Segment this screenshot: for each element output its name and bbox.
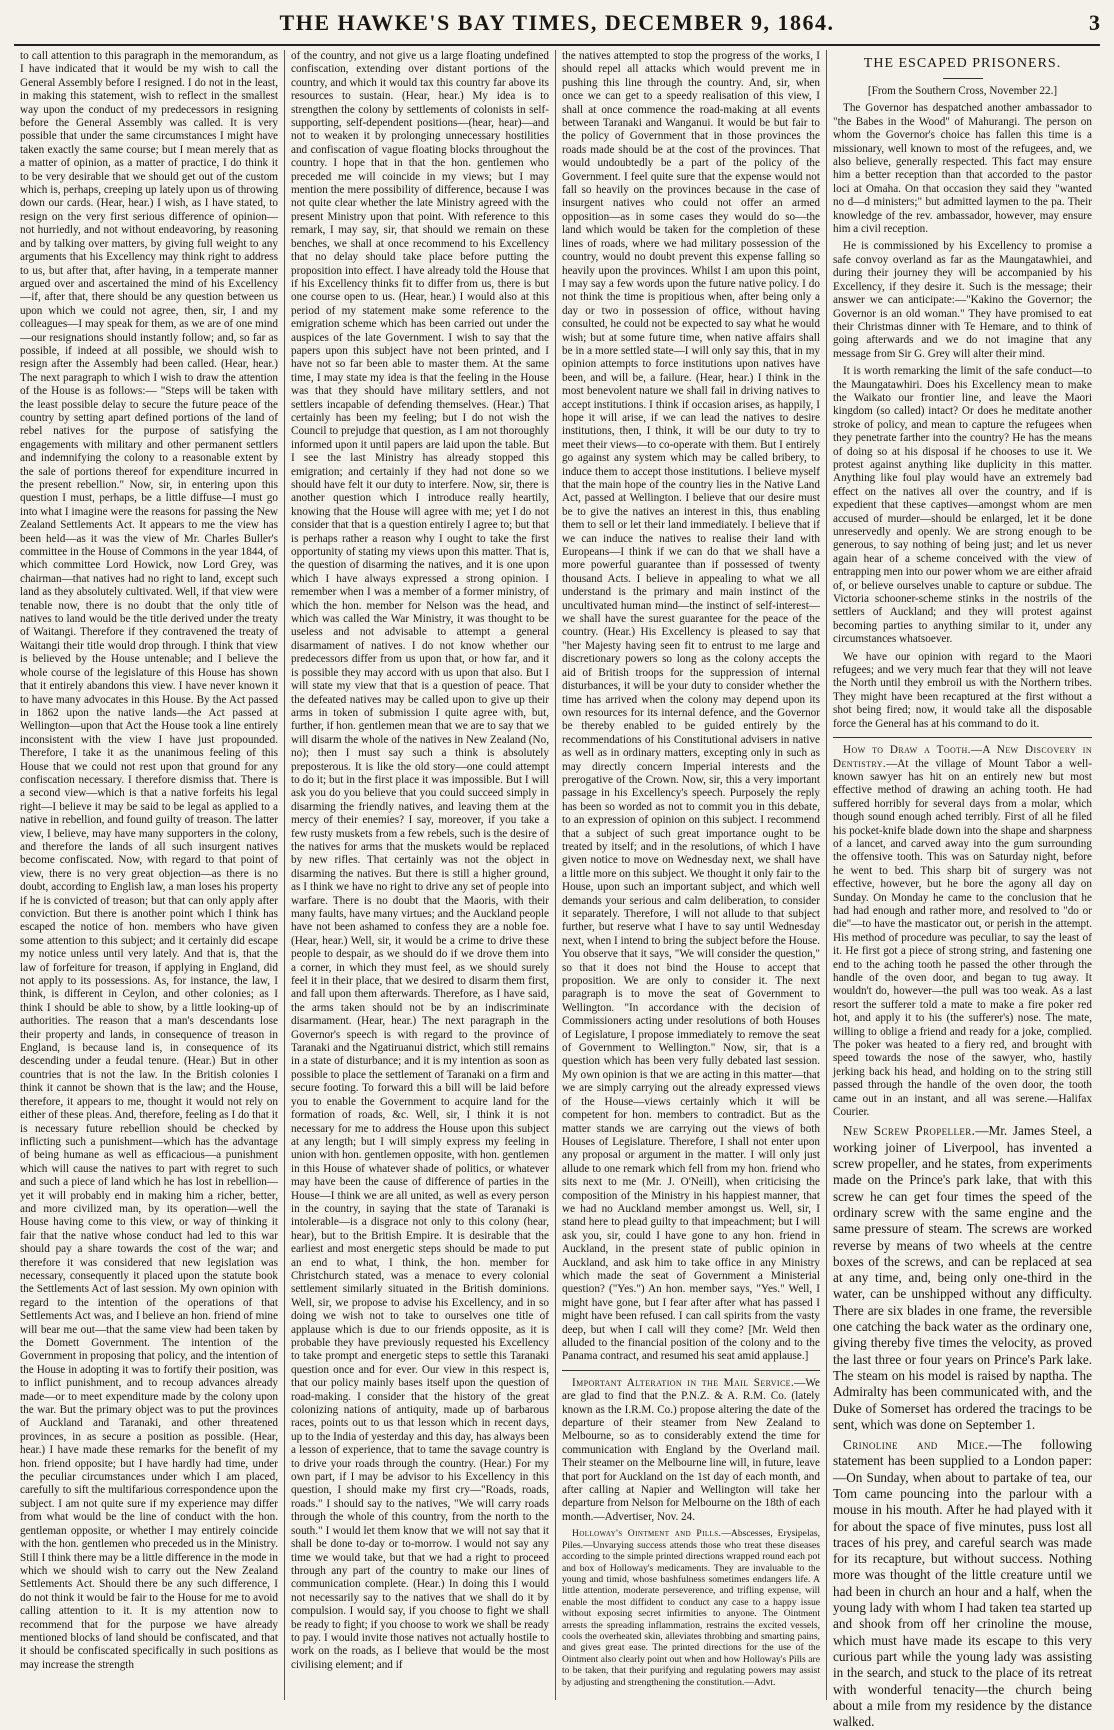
- speech-paragraph: of the country, and not give us a large floating undefined confiscation, extending over distant portions of the country, and which it would tax this country far above its resources to sustain. (Hear, hear.) My idea is to strengthen the colony by settlements of colonists in self-supporting, self-dependent positions—(hear, hear)—and not to weaken it by prolonging unnecessary hostilities and confiscation of vague floating blocks throughout the country. I hope that in that the hon. gentlemen who preceded me will coincide in my views; but I may mention the mere possibility of difference, because I was not quite clear whether the late Ministry agreed with the present Ministry upon that point. With reference to this remark, I may say, sir, that should we remain on these benches, we shall at once recommend to his Excellency that no delay should take place before putting the proposition into effect. I have already told the House that if his Excellency thinks fit to differ from us, there is but one course open to us. (Hear, hear.) I would also at this period of my statement make some reference to the emigration scheme which has been carried out under the auspices of the late Government. I wish to say that the papers upon this subject have not been printed, and I have not so far been able to master them. At the same time, I may state my idea is that the feeling in the House was that they should have military settlers, and not settlers incapable of defending themselves. (Hear.) That certainly has been my feeling; but I do not wish the Council to prejudge that question, as I am not thoroughly informed upon it until papers are laid upon the table. But I see the last Ministry has already stopped this emigration; and certainly if they had not done so we should have felt it our duty to interfere. Now, sir, there is another question which I introduce really heartily, knowing that the House will agree with me; yet I do not consider that that is a question entirely I agree to; but that is perhaps rather a reason why I ought to take the first opportunity of stating my views upon this matter. That is, the question of disarming the natives, and it is one upon which I have always expressed a strong opinion. I remember when I was a member of a former ministry, of which the hon. member for Nelson was the head, and which was called the War Ministry, it was thought to be useless and not advisable to attempt a general disarmament of natives. I do not know whether our predecessors differ from us upon that, or how far, and it is possible they may accord with us upon that also. But I will state my view that that is a question of peace. That the defeated natives may be called upon to give up their arms in token of submission I quite agree with, but, further, if hon. gentlemen mean that we are to say that we will disarm the whole of the natives in New Zealand (No, no); then I must say such a think is absolutely preposterous. It is like the old story—one could attempt to do it; but in the first place it was impossible. But I will ask you do you believe that you could succeed simply in disarming the friendly natives, and leaving them at the mercy of their enemies? I say, moreover, if you take a few rusty muskets from a few rebels, such is the desire of the natives for arms that the muskets would be replaced by new rifles. That certainly was not the object in disarming the natives. But there is still a higher ground, as I think we have no right to drive any set of people into warfare. There is no doubt that the Maoris, with their many faults, have many virtues; and the Auckland people have not been ashamed to confess they are a noble foe. (Hear, hear.) Well, sir, it would be a crime to drive these people to despair, as we should do if we drove them into a corner, in which they must feel, as we should surely feel it in their place, that we desired to disarm them first, and fall upon them afterwards. Therefore, as I have said, the arms taken should not be by an indiscriminate disarmament. (Hear, hear.) The next paragraph in the Governor's speech is with regard to the province of Taranaki and the Ngatiruanui district, which still remains in a state of disturbance; and it is my intention as soon as possible to place the settlement of Taranaki on a firm and secure footing. To forward this a bill will be laid before you to enable the Government to acquire land for the formation of roads, &c. Well, sir, I think it is not necessary for me to address the House upon this subject at any length; but I will simply express my feeling in union with hon. gentlemen opposite, with hon. gentlemen in this House of whatever shade of politics, or whatever may have been the cause of difference of parties in the House—I think we are all united, as well as every person in the country, in saying that the state of Taranaki is intolerable—is a disgrace not only to this colony (hear, hear), but to the British Empire. It is desirable that the earliest and most energetic steps should be made to put an end to what, I think, the hon. member for Christchurch stated, was a menace to every colonial settlement similarly situated in the British dominions. Well, sir, we propose to advise his Excellency, and in so doing we wish not to take to ourselves one title of applause which is due to our friends opposite, as it is probable they have previously requested his Excellency to take prompt and energetic steps to settle this Taranaki question once and for ever. Our view in this respect is, that our policy mainly bases itself upon the question of road-making. I consider that the history of the great colonizing nations of antiquity, made up of barbarous races, points out to us that lesson which in recent days, up to the India of yesterday and this day, has always been a lesson of experience, that to tame the savage country is to drive your roads through the country. (Hear.) For my own part, if I may be advisor to his Excellency in this question, I should make my first cry—"Roads, roads, roads." I should say to the natives, "We will carry roads through the whole of this country, from the north to the south." I would let them know that we will not say that it shall be done to-day or to-morrow. I would not say any time we would take, but that we had a right to proceed through any part of the country to make our lines of communication complete. (Hear.) In doing this I would not necessarily say to the natives that we shall do it by compulsion. I would say, if you choose to fight we shall be ready to fight; if you choose to work we shall be ready to pay. I would invite those natives not actually hostile to work on the roads, as I believe that would be the most civilising element; and if: [291, 50, 549, 1671]
- newspaper-title: THE HAWKE'S BAY TIMES, DECEMBER 9, 1864.: [279, 10, 835, 35]
- escaped-prisoners-title: THE ESCAPED PRISONERS.: [863, 56, 1062, 71]
- large-type-section: [833, 1123, 1092, 1730]
- tooth-heading: How to Draw a Tooth.—A New Discovery in Dentistry.: [833, 744, 1092, 770]
- column-2: [285, 50, 556, 1700]
- divider: [562, 1370, 820, 1371]
- divider: [833, 737, 1092, 738]
- article-source: [From the Southern Cross, November 22.]: [867, 85, 1058, 97]
- column-1: [14, 50, 285, 1700]
- speech-paragraph: to call attention to this paragraph in the memorandum, as I have indicated that it would be my wish to call the General Assembly before I resigned. I do not in the least, in making this statement, wish to reflect in the smallest way upon the conduct of my predecessors in resigning before the General Assembly was called. It is very possible that under the same circumstances I might have taken exactly the same course; but I mean merely that as a matter of opinion, as a matter of practice, I do think it to be very desirable that we should get out of the custom which is, perhaps, creeping up lately upon us of throwing down our cards. (Hear, hear.) I wish, as I have stated, to resign on the very first serious difference of opinion—not hurriedly, and not without endeavoring, by reasoning and by talking over matters, by giving full weight to any arguments that his Excellency may think right to address to us, but after that, after having, in a temperate manner argued over and ascertained the mind of his Excellency—if, after that, there should be any question between us upon which we could not agree, then, sir, I and my colleagues—I may speak for them, as we are of one mind—our resignations should instantly follow; and, so far as possible, if indeed at all possible, we should wish to resign after the Assembly had been called. (Hear, hear.) The next paragraph to which I wish to draw the attention of the House is as follows:— "Steps will be taken with the least possible delay to secure the future peace of the country by setting apart defined portions of the land of rebel natives for the purpose of satisfying the engagements with military and other permanent settlers and indemnifying the colony to a reasonable extent by the sale of portions thereof for expenditure incurred in the present rebellion." Now, sir, in entering upon this question I must, perhaps, be a little diffuse—I must go into what I imagine were the reasons for passing the New Zealand Settlements Act. It appears to me the view has been held—as it was the view of Mr. Charles Buller's committee in the House of Commons in the year 1844, of which committee Lord Howick, now Lord Grey, was chairman—that natives had no right to land, except such land as they absolutely cultivated. Well, if that view were tenable now, there is no doubt that the only title of natives to land would be the title derived under the treaty of Waitangi. Therefore if they contravened the treaty of Waitangi their title would drop through. I think that view is believed by the House untenable; and I believe the whole course of the legislature of this House has shown that it entirely abandons this view. I have never known it to have many advocates in this House. By the Act passed in 1862 upon the native lands—the Act passed at Wellington—upon that Act the House took a line entirely inconsistent with the view I have just propounded. Therefore, I take it as the unanimous feeling of this House that we could not rest upon that ground for any confiscation necessary. I therefore dismiss that. There is a second view—which is that a native forfeits his legal right—I believe it may be said to be legal as applied to a native in rebellion, and found guilty of treason. The latter view, I believe, may have many supporters in the colony, and therefore the lands of all such insurgent natives become confiscated. Now, with regard to that point of view, there is no very great objection—as there is no doubt, according to English law, a man loses his property if he is convicted of treason; but that can only apply after conviction. But there is another point which I think has escaped the notice of hon. members who have given some attention to this subject; and it certainly did escape my notice unless until very lately. And that is, that the law of forfeiture for treason, if applying in England, did not apply to its possessions. As, for instance, the law, I think, is different in Ceylon, and other colonies; as I think I should be able to show, by a little looking-up of authorities. The reason that a man's descendants lose their property and lands, in consequence of treason in England, is because land is, in consequence of its descending under a feudal tenure. (Hear.) But in other countries that is not the law. In the British colonies I think it cannot be shown that is the law; and the House, therefore, it appears to me, thought it would not rely on either of these pleas. And, therefore, feeling as I do that it is necessary future rebellion should be checked by inflicting such a punishment—which has the advantage of being humane as well as efficacious—a punishment which will cause the natives to part with regret to such and such a piece of land which he has lost in rebellion—yet it will probably end in making him a richer, better, and more civilized man, by its operation—well the House having come to this view, or way of thinking it fair that the native whose conduct had led to this war should pay a share towards the cost of the war; and therefore it was considered that new legislation was necessary, consequently it placed upon the statute book the Settlements Act of last session. My own opinion with regard to the intention of the operations of that Settlements Act was, and I believe an hon. friend of mine will bear me out—that the same view had been taken by the Domett Government. The intention of the Government in proposing that policy, and the intention of the House in adopting it was to fortify their position, was to inflict punishment, and to recoup advances already made—or to meet expenditure made by the colony upon the war. But the primary object was to put the provinces of Auckland and Taranaki, and other threatened provinces, in as secure a position as possible. (Hear, hear.) I have made these remarks for the benefit of my hon. friend opposite; but I have hardly had time, under the peculiar circumstances under which I am placed, carefully to sift the multifarious correspondence upon the subject. I am not quite sure if my experience may differ from what would be the line of conduct with the hon. gentleman opposite, or whether I may entirely coincide with the hon. gentlemen who preceded us in the Ministry. Still I think there may be a little difference in the mode in which we should wish to carry out the New Zealand Settlements Act. Should there be any such difference, I do not think it would be fair to the House for me to avoid calling attention to it. It is my attention now to recommend that for the purpose we have already mentioned blocks of land should be confiscated, and that it should be confiscated specifically in such positions as may increase the strength: [20, 50, 278, 1671]
- holloway-text: —Abscesses, Erysipelas, Piles.—Unvarying success attends those who treat these diseases according to the simple printed directions wrapped round each pot and box of Holloway's medicaments. They are invaluable to the young and timid, whose bashfulness sometimes endangers life. A little attention, moderate perseverence, and trifling expense, will enable the most diffident to conduct any case to a happy issue without exposing secret infirmities to anyone. The Ointment arrests the spreading inflammation, restrains the excited vessels, cools the overheated skin, alleviates throbbing and smarting pains, and gives great ease. The printed directions for the use of the Ointment also clearly point out when and how Holloway's Pills are to be taken, that their purifying and regulating powers may assist by adjusting and strengthening the constitution.—Advt.: [562, 1528, 820, 1688]
- prisoners-paragraph: We have our opinion with regard to the Maori refugees; and we very much fear that they will not leave the North until they embroil us with the Northern tribes. They might have been recaptured at the first without a shot being fired; now, it would take all the disposable force the General has at his command to do it.: [833, 650, 1092, 730]
- mail-service-text: —We are glad to find that the P.N.Z. & A. R.M. Co. (lately known as the I.R.M. Co.) propose altering the date of the departure of their steamer from New Zealand to Melbourne, so as to considerably extend the time for communication with England by the Overland mail. Their steamer on the Melbourne line will, in future, leave that port for Auckland on the 1st day of each month, and after calling at Napier and Wellington will take her departure from Nelson for Melbourne on the 18th of each month.—Advertiser, Nov. 24.: [562, 1376, 820, 1523]
- screw-heading: New Screw Propeller.: [843, 1123, 976, 1139]
- page-number: 3: [1089, 10, 1100, 35]
- mail-service-article: [562, 1377, 820, 1524]
- prisoners-paragraph: He is commissioned by his Excellency to promise a safe convoy overland as far as the Maungatawhiei, and during their journey they will be accompanied by his Excellency, if they desire it. Such is the message; their answer we can anticipate:—"Kakino the Governor; the Governor is an old woman." They have promised to eat their Christmas dinner with Te Hemare, and to think of going afterwards and we do not imagine that any message from Sir G. Grey will alter their mind.: [833, 240, 1092, 360]
- screw-text: —Mr. James Steel, a working joiner of Liverpool, has invented a screw propeller, and he states, from experiments made on the Prince's park lake, that with this screw he can get four times the speed of the ordinary screw with the same engine and the same pressure of steam. The screws are worked reverse by means of two wheels at the centre boxes of the screws, and can be replaced at sea at any time, and, being only one-third in the water, can be unshipped without any difficulty. There are six blades in one frame, the reversible one catching the back water as the ordinary one, giving thereby five times the velocity, as proved the last three or four years on Prince's Park lake. The steam on his model is raised by naptha. The Admiralty has been communicated with, and the Duke of Somerset has ordered the tracings to be sent, which was done on September 1.: [833, 1123, 1092, 1432]
- prisoners-paragraph: It is worth remarking the limit of the safe conduct—to the Maungatawhiri. Does his Excellency mean to make the Waikato our frontier line, and leave the Maori kingdom (so called) intact? Or does he meditate another stroke of policy, and mean to capture the refugees when they penetrate farther into the country? He has the means of doing so at his disposal if he chooses to use it. We protest against anything like duplicity in this matter. Anything like foul play would have an extremely bad effect on the natives all over the country, and if is expedient that these captives—amongst whom are men accused of murder—should be enlarged, let it be done unreservedly and openly. We are strong enough to be generous, to say nothing of being just; and let us never again hear of a scheme conceived with the view of entrapping men into our power whom we are either afraid of, or believe ourselves unable to capture or subdue. The Victoria schooner-scheme stinks in the nostrils of the settlers of Auckland; and they will protest against becoming parties to anything similar to it, under any circumstances whatsoever.: [833, 365, 1092, 646]
- speech-paragraph: the natives attempted to stop the progress of the works, I should repel all attacks which would prevent me in pushing this line through the country. And, sir, when once we can get to a speedy realisation of this view, I shall at once commence the road-making at all events between Taranaki and Wanganui. It would be but fair to the policy of Government that in those provinces the roads made should be at the cost of the provinces. That would undoubtedly be a part of the policy of the Government. I feel quite sure that the expense would not fall so heavily on the provinces because in the case of insurgent natives who could not offer an armed opposition—as in some cases they would do so—the land which would be taken for the completion of these lines of roads, where we had military possession of the country, would no doubt prevent this expense falling so heavily upon the provinces. Whilst I am upon this point, I may say a few words upon the future native policy. I do not think the time is propitious when, after being only a day or two in possession of office, without having consulted, he could not be expected to say what he would wish; but at some future time, when native affairs shall be in a more settled state—I will only say this, that in my opinion attempts to force institutions upon natives have been, and will be, a failure. (Hear, hear.) I think in the most benevolent nature we shall fail in driving natives to accept institutions. I think if occasion arises, as happily, I hope it will arise, if we can lead the natives to desire institutions, then, I think, it will be our duty to try to meet their views—to co-operate with them. But I entirely go against any system which may be called bribery, to induce them to accept those institutions. I believe myself that the main hope of the country lies in the Native Land Act, passed at Wellington. I believe that our desire must be to give the natives an interest in this, thus enabling them to sell or let their land immediately. I believe that if we can induce the natives to realise their land with Europeans—I think if we can do that we shall have a more powerful guarantee than if possessed of twenty thousand Acts. I believe in appealing to what we all understand is the primary and main instinct of the uncultivated human mind—the instinct of self-interest—we shall have the surest guarantee for the peace of the country. (Hear.) His Excellency is pleased to say that "her Majesty having seen fit to entrust to me large and discretionary powers so long as the colony accepts the aid of British troops for the suppression of internal disturbances, it will be your duty to consider whether the time has arrived when the colony may depend upon its own resources for its internal defence, and the Governor be thereby enabled to be guided entirely by the recommendations of his Constitutional advisers in native as well as in ordinary matters, excepting only in such as may directly concern Imperial interests and the prerogative of the Crown. Now, sir, this a very important passage in his Excellency's speech. Purposely the reply has been so worded as not to commit you in this debate, to an expression of opinion on this subject. I recommend that a subject of such great importance ought to be treated by itself; and in the resolutions, of which I have given notice to move on Wednesday next, we shall have a little more on this subject. We thought it only fair to the House, upon such an important subject, and which well demands your serious and calm deliberation, to consider it separately. Therefore, I will not allude to that subject further, but reserve what I have to say until Wednesday next, when I intend to bring the subject before the House. You observe that it says, "We will consider the question," so that it does not bind the House to accept that proposition. We are only to consider it. The next paragraph is to move the seat of Government to Wellington. "In accordance with the decision of Commissioners acting under resolutions of both Houses of Legislature, I propose immediately to remove the seat of Government to Wellington." Now, sir, that is a question which has been very fully debated last session. My own opinion is that we are acting in this matter—that we are simply carrying out the already expressed views of the House—views certainly which it will be competent for hon. members to contradict. But as the matter stands we are carrying out the views of both Houses of Legislature. Therefore, I shall not enter upon any proposal or argument in the matter. I will only just allude to one remark which fell from my hon. friend who sits next to me (Mr. J. O'Neill), when criticising the composition of the Ministry in his happiest manner, that we had no Auckland member amongst us. Well, sir, I stand here to plead guilty to that impeachment; but I will ask you, sir, could I have gone to any hon. friend in Auckland, in the present state of public opinion in Auckland, and ask him to take office in any Ministry which made the seat of Government a Ministerial question? ("Yes.") An hon. member says, "Yes." Well, I might have gone, but I fear after after what has passed I might have been refused. I can call spirits from the vasty deep, but when I call will they come? [Mr. Weld then alluded to the financial position of the colony and to the Panama contract, and resumed his seat amid applause.]: [562, 50, 820, 1363]
- column-4: [827, 50, 1098, 1730]
- crinoline-text: —The following statement has been supplied to a London paper:—On Sunday, when about to partake of tea, our Tom came pouncing into the parlour with a mouse in his mouth. After he had played with it for about the space of five minutes, puss lost all traces of his prey, and careful search was made for its recapture, but without success. Nothing more was thought of the little creature until we had been in church an hour and a half, when the young lady with whom I had taken tea started up and shook from off her crinoline the mouse, which must have made its escape to this very curious part while the young lady was assisting in the search, and stuck to the place of its retreat with wonderful tenacity—the church being about a mile from my residence by the distance walked.: [833, 1437, 1092, 1730]
- prisoners-paragraph: The Governor has despatched another ambassador to "the Babes in the Wood" of Mahurangi. The person on whom the Governor's choice has fallen this time is a missionary, well known to most of the refugees, and, we also believe, generally respected. This fact may ensure him a better reception than that accorded to the pastor loci at Omaha. On that occasion they said they "wanted no d—d ministers;" but admitted laymen to the pa. Their knowledge of the rev. ambassador, however, may ensure him a civil reception.: [833, 102, 1092, 236]
- holloway-heading: Holloway's Ointment and Pills.: [572, 1528, 722, 1540]
- title-divider: [943, 78, 983, 79]
- tooth-text: —At the village of Mount Tabor a well-known sawyer has hit on an entirely new but most effective method of drawing an aching tooth. He had suffered horribly for several days from a molar, which though sound enough ached terribly. First of all he filed his pocket-knife blade down into the shape and sharpness of a lancet, and carved away into the gum surrounding the offensive tooth. This was on Saturday night, before he went to bed. This sharp bit of surgery was not effective, however, but he bore the agony all day on Sunday. On Monday he came to the conclusion that he had had enough and rather more, and resolved to "do or die"—to have the masticator out, or perish in the attempt. His method of procedure was peculiar, to say the least of it. He first got a piece of strong string, and fastening one end to the aching tooth he passed the other through the handle of the oven door, and began to tug away. It wouldn't do, however—the pull was too weak. As a last resort the sufferer told a mate to make a fire poker red hot, and apply it to his (the sufferer's) nose. The mate, willing to oblige a friend and ready for a joke, complied. The poker was heated to a fiery red, and brought with speed towards the nose of the sawyer, who, hastily jerking back his head, and holding on to the string still passed through the handle of the oven door, the tooth came out in an instant, and all was serene.—Halifax Courier.: [833, 757, 1092, 1119]
- masthead: [14, 10, 1100, 46]
- columns: [14, 50, 1100, 1730]
- holloway-advert: [562, 1528, 820, 1688]
- mail-service-heading: Important Alteration in the Mail Service.: [572, 1376, 795, 1389]
- crinoline-heading: Crinoline and Mice.: [843, 1437, 989, 1453]
- tooth-article: [833, 744, 1092, 1119]
- column-3: [556, 50, 827, 1700]
